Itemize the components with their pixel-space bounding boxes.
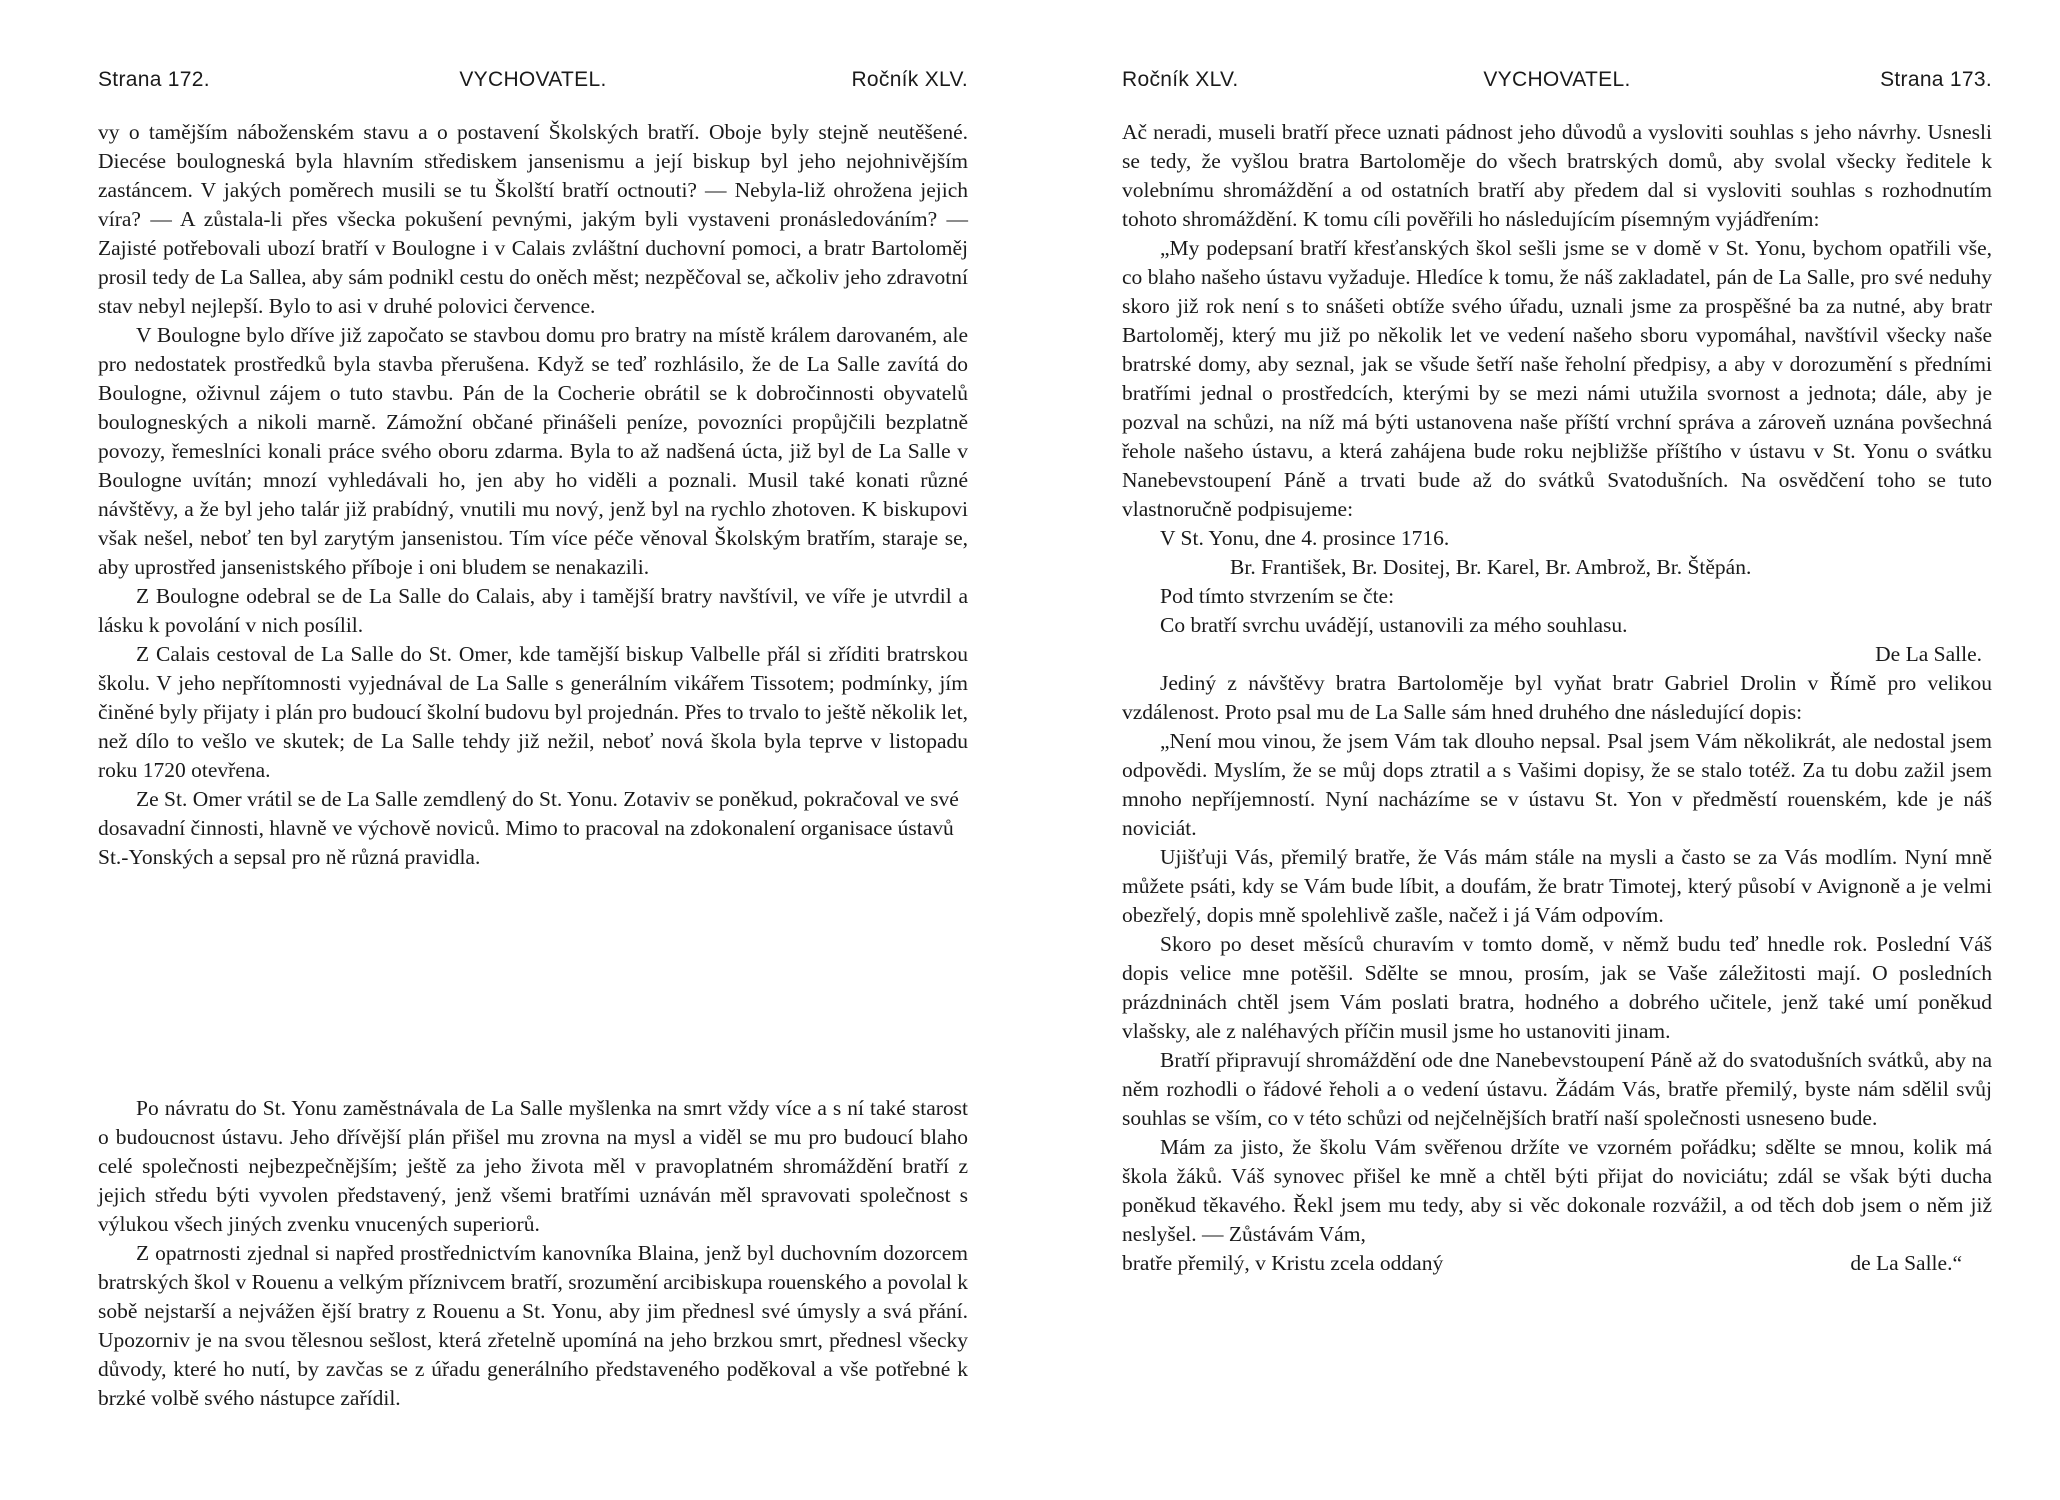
paragraph: Ze St. Omer vrátil se de La Salle zemdlený do St. Yonu. Zotaviv se poněkud, pokračoval ve své dosavadní činnosti, hlavně ve výchově noviců. Mimo to pracoval na zdokonalení organisace ústavů St.-Yonských a sepsal pro ně různá pravidla.: [98, 787, 959, 869]
signatories-line: Br. František, Br. Dositej, Br. Karel, Br. Ambrož, Br. Štěpán.: [1230, 555, 1752, 579]
letter-paragraph: Skoro po deset měsíců churavím v tomto domě, v němž budu teď hnedle rok. Poslední Váš dopis velice mne potěšil. Sdělte se mnou, prosím, jak se Vaše záležitosti mají. O posledních prázdninách chtěl jsem Vám poslati bratra, hodného a dobrého učitele, jenž také umí poněkud vlašsky, ale z naléhavých příčin musil jsme ho ustanoviti jinam.: [1122, 932, 1992, 1043]
left-page: [98, 0, 968, 1500]
closing-signature: de La Salle.“: [1850, 1251, 1962, 1275]
letter-paragraph: Mám za jisto, že školu Vám svěřenou držíte ve vzorném pořádku; sdělte se mnou, kolik má škola žáků. Váš synovec přišel ke mně a chtěl býti přijat do noviciátu; zdál se však býti ducha poněkud těkavého. Řekl jsem mu tedy, aby si věc dokonale rozvážil, a od těch dob jsem o něm již neslyšel. — Zůstávám Vám,: [1122, 1135, 1992, 1246]
left-text-section-2: [98, 1094, 968, 1413]
volume-label: Ročník XLV.: [851, 68, 968, 91]
endorsement-text: Co bratří svrchu uvádějí, ustanovili za mého souhlasu.: [1160, 613, 1628, 637]
letter-paragraph: Bratří připravují shromáždění ode dne Nanebevstoupení Páně až do svatodušních svátků, aby na něm rozhodli o řádové řeholi a o vedení ústavu. Žádám Vás, bratře přemilý, byste nám sdělil svůj souhlas se vším, co v této schůzi od nejčelnějších bratří naší společnosti usneseno bude.: [1122, 1048, 1992, 1130]
paragraph: Po návratu do St. Yonu zaměstnávala de La Salle myšlenka na smrt vždy více a s ní také starost o budoucnost ústavu. Jeho dřívější plán přišel mu zrovna na mysl a viděl se mu pro budoucí blaho celé společnosti nejbezpečnějším; ještě za jeho života měl v pravoplatném shromáždění bratří z jejich středu býti vyvolen představený, jenž všemi bratřími uznáván měl spravovati společnost s výlukou všech jiných zvenku vnucených superiorů.: [98, 1096, 968, 1236]
paragraph: Z Boulogne odebral se de La Salle do Calais, aby i tamější bratry navštívil, ve víře je utvrdil a lásku k povolání v nich posílil.: [98, 584, 968, 637]
running-title: VYCHOVATEL.: [1483, 68, 1631, 91]
letter-paragraph: „My podepsaní bratří křesťanských škol sešli jsme se v domě v St. Yonu, bychom opatřili vše, co blaho našeho ústavu vyžaduje. Hledíce k tomu, že náš zakladatel, pán de La Salle, pro své neduhy skoro již rok není s to snášeti obtíže svého úřadu, uznali jsme za prospěšné ba za nutné, aby bratr Bartoloměj, který mu již po několik let ve vedení našeho sboru vypomáhal, navštívil všecky naše bratrské domy, aby seznal, jak se všude šetří naše řeholní předpisy, a aby v dorozumění s předními bratřími jednal o prostředcích, kterými by se mezi námi utužila svornost a jednota; dále, aby je pozval na schůzi, na níž má býti ustanovena naše příští vrchní správa a zároveň uznána povšechná řehole našeho ústavu, a která zahájena bude roku nejbližše příštího v ústavu v St. Yonu o svátku Nanebevstoupení Páně a trvati bude až do svátků Svatodušních. Na osvědčení toho se tuto vlastnoručně podpisujeme:: [1122, 236, 1992, 521]
right-page: [1122, 0, 1992, 1500]
page-number: Strana 172.: [98, 68, 210, 91]
paragraph: Ač neradi, museli bratří přece uznati pádnost jeho důvodů a vysloviti souhlas s jeho návrhy. Usnesli se tedy, že vyšlou bratra Bartoloměje do všech bratrských domů, aby svolal všecky ředitele k volebnímu shromáždění a od ostatních bratří aby předem dal si vysloviti souhlas s rozhodnutím tohoto shromáždění. K tomu cíli pověřili ho následujícím písemným vyjádřením:: [1122, 120, 1992, 231]
left-page-header: [98, 68, 968, 108]
volume-label: Ročník XLV.: [1122, 68, 1239, 91]
date-line: V St. Yonu, dne 4. prosince 1716.: [1160, 526, 1450, 550]
paragraph: Z opatrnosti zjednal si napřed prostřednictvím kanovníka Blaina, jenž byl duchovním dozorcem bratrských škol v Rouenu a velkým příznivcem bratří, srozumění arcibiskupa rouenského a povolal k sobě nejstarší a nejvážen ější bratry z Rouenu a St. Yonu, aby jim přednesl své úmysly a svá přání. Upozorniv je na svou tělesnou sešlost, která zřetelně upomíná na jeho brzkou smrt, přednesl všecky důvody, které ho nutí, by zavčas se z úřadu generálního představeného poděkoval a vše potřebné k brzké volbě svého nástupce zařídil.: [98, 1241, 968, 1410]
endorsement-signature: De La Salle.: [1875, 642, 1982, 666]
letter-closing: [1122, 1249, 1992, 1278]
paragraph: V Boulogne bylo dříve již započato se stavbou domu pro bratry na místě králem darovaném, ale pro nedostatek prostředků byla stavba přerušena. Když se teď rozhlásilo, že de La Salle zavítá do Boulogne, oživnul zájem o tuto stavbu. Pán de la Cocherie obrátil se k dobročinnosti obyvatelů boulogneských a nikoli marně. Zámožní občané přinášeli peníze, povozníci propůjčili bezplatně povozy, řemeslníci konali práce svého oboru zdarma. Byla to až nadšená úcta, již byl de La Salle v Boulogne uvítán; mnozí vyhledávali ho, jen aby ho viděli a poznali. Musil také konati různé návštěvy, a že byl jeho talár již prabídný, vnutili mu nový, jenž byl na rychlo zhotoven. K biskupovi však nešel, neboť ten byl zarytým jansenistou. Tím více péče věnoval Školským bratřím, staraje se, aby uprostřed jansenistského příboje i oni bludem se nenakazili.: [98, 323, 968, 579]
left-text-section-1: [98, 118, 968, 872]
running-title: VYCHOVATEL.: [459, 68, 607, 91]
closing-salutation: bratře přemilý, v Kristu zcela oddaný: [1122, 1251, 1444, 1275]
paragraph: Jediný z návštěvy bratra Bartoloměje byl vyňat bratr Gabriel Drolin v Římě pro velikou vzdálenost. Proto psal mu de La Salle sám hned druhého dne následující dopis:: [1122, 671, 1992, 724]
paragraph: Z Calais cestoval de La Salle do St. Omer, kde tamější biskup Valbelle přál si zříditi bratrskou školu. V jeho nepřítomnosti vyjednával de La Salle s generálním vikářem Tissotem; podmínky, jím činěné byly přijaty i plán pro budoucí školní budovu byl projednán. Přes to trvalo to ještě několik let, než dílo to vešlo ve skutek; de La Salle tehdy již nežil, neboť nová škola byla teprve v listopadu roku 1720 otevřena.: [98, 642, 968, 782]
letter-paragraph: „Není mou vinou, že jsem Vám tak dlouho nepsal. Psal jsem Vám několikrát, ale nedostal jsem odpovědi. Myslím, že se můj dops ztratil a s Vašimi dopisy, že se stalo totéž. Za tu dobu zažil jsem mnoho nepříjemností. Nyní nacházíme se v ústavu St. Yon v předměstí rouenském, kde je náš noviciát.: [1122, 729, 1992, 840]
right-text: [1122, 118, 1992, 1278]
right-page-header: [1122, 68, 1992, 108]
endorsement-intro: Pod tímto stvrzením se čte:: [1160, 584, 1395, 608]
letter-paragraph: Ujišťuji Vás, přemilý bratře, že Vás mám stále na mysli a často se za Vás modlím. Nyní mně můžete psáti, kdy se Vám bude líbit, a doufám, že bratr Timotej, který působí v Avignoně a je velmi obezřelý, dopis mně spolehlivě zašle, načež i já Vám odpovím.: [1122, 845, 1992, 927]
page-number: Strana 173.: [1880, 68, 1992, 91]
paragraph: vy o tamějším náboženském stavu a o postavení Školských bratří. Oboje byly stejně neutěšené. Diecése boulogneská byla hlavním střediskem jansenismu a její biskup byl jeho nejohnivějším zastáncem. V jakých poměrech musili se tu Školští bratří octnouti? — Nebyla-liž ohrožena jejich víra? — A zůstala-li přes všecka pokušení pevnými, jakým byli vystaveni pronásledováním? — Zajisté potřebovali ubozí bratří v Boulogne i v Calais zvláštní duchovní pomoci, a bratr Bartoloměj prosil tedy de La Sallea, aby sám podnikl cestu do oněch měst; nezpěčoval se, ačkoliv jeho zdravotní stav nebyl nejlepší. Bylo to asi v druhé polovici července.: [98, 120, 968, 318]
